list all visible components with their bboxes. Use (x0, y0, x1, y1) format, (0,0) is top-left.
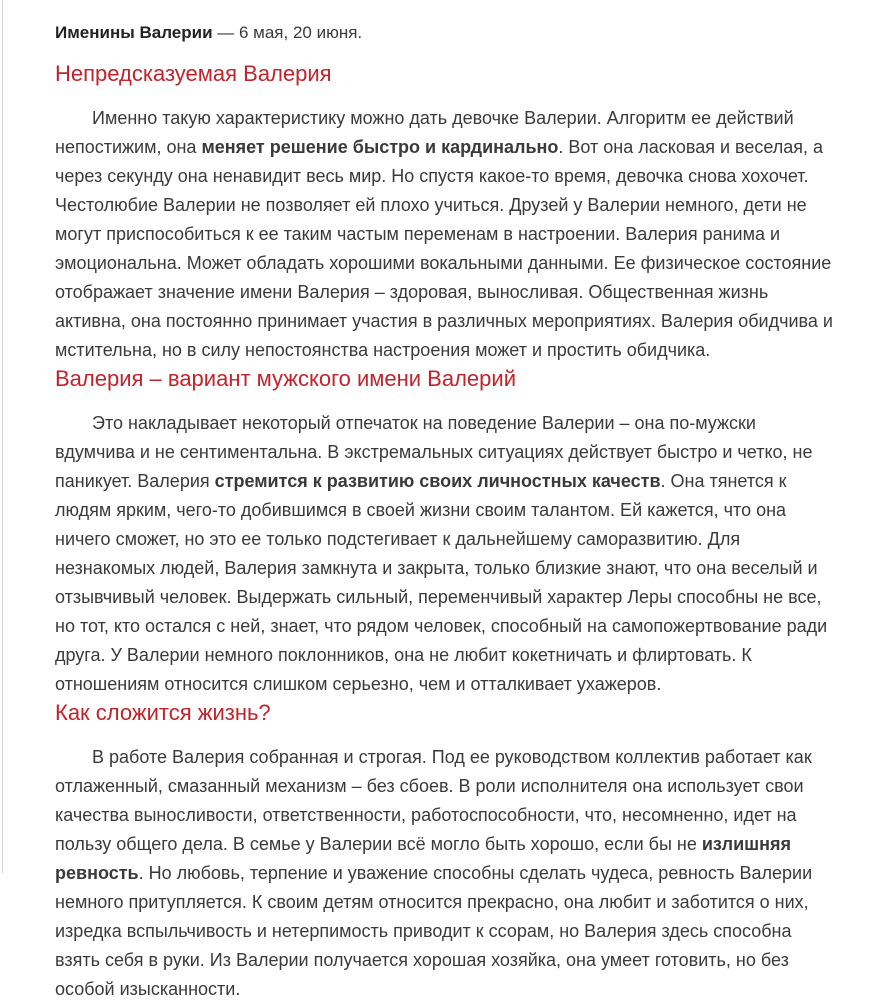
article-page (2, 0, 879, 999)
section-heading-male-variant: Валерия – вариант мужского имени Валерий (55, 366, 516, 391)
name-days-dates: — 6 мая, 20 июня. (212, 23, 363, 42)
name-days-line (55, 22, 837, 44)
text-run: . Она тянется к людям ярким, чего-то добившимся в своей жизни своим талантом. Ей кажется, что она ничего сможет, но это ее только подстегивает к дальнейшему саморазвитию. Для незнакомых людей, Валерия замкнута и закрыта, только близкие знают, что она веселый и отзывчивый человек. Выдержать сильный, переменчивый характер Леры способны не все, но тот, кто остался с ней, знает, что рядом человек, способный на самопожертвование ради друга. У Валерии немного поклонников, она не любит кокетничать и флиртовать. К отношениям относится слишком серьезно, чем и отталкивает ухажеров. (55, 471, 828, 694)
section-male-name-variant (55, 367, 837, 699)
bold-phrase: меняет решение быстро и кардинально (201, 137, 559, 157)
section-unpredictable-valeria (55, 62, 837, 365)
section-how-life-turns-out (55, 701, 837, 1004)
section-paragraph-male-variant (55, 409, 837, 699)
text-run: . Вот она ласковая и веселая, а через секунду она ненавидит весь мир. Но спустя какое-то время, девочка снова хохочет. Честолюбие Валерии не позволяет ей плохо учиться. Друзей у Валерии немного, дети не могут приспособиться к ее таким частым переменам в настроении. Валерия ранима и эмоциональна. Может обладать хорошими вокальными данными. Ее физическое состояние отображает значение имени Валерия – здоровая, выносливая. Общественная жизнь активна, она постоянно принимает участия в различных мероприятиях. Валерия обидчива и мстительна, но в силу непостоянства настроения может и простить обидчика. (55, 137, 833, 360)
section-heading-unpredictable: Непредсказуемая Валерия (55, 61, 332, 86)
bold-phrase: излишняя ревность (55, 834, 792, 883)
section-heading-life: Как сложится жизнь? (55, 700, 271, 725)
text-run: В работе Валерия собранная и строгая. Под ее руководством коллектив работает как отлаженный, смазанный механизм – без сбоев. В роли исполнителя она использует свои качества выносливости, ответственности, работоспособности, что, несомненно, идет на пользу общего дела. В семье у Валерии всё могло быть хорошо, если бы не (55, 747, 812, 854)
bold-phrase: стремится к развитию своих личностных качеств (214, 471, 661, 491)
section-paragraph-unpredictable (55, 104, 837, 365)
text-run: Это накладывает некоторый отпечаток на поведение Валерии – она по-мужски вдумчива и не сентиментальна. В экстремальных ситуациях действует быстро и четко, не паникует. Валерия (55, 413, 813, 491)
name-days-label: Именины Валерии (55, 23, 213, 42)
section-paragraph-life (55, 743, 837, 1004)
text-run: . Но любовь, терпение и уважение способны сделать чудеса, ревность Валерии немного притупляется. К своим детям относится прекрасно, она любит и заботится о них, изредка вспыльчивость и нетерпимость приводит к ссорам, но Валерия здесь способна взять себя в руки. Из Валерии получается хорошая хозяйка, она умеет готовить, но без особой изысканности. (55, 863, 813, 999)
text-run: Именно такую характеристику можно дать девочке Валерии. Алгоритм ее действий непостижим, она (55, 108, 794, 157)
